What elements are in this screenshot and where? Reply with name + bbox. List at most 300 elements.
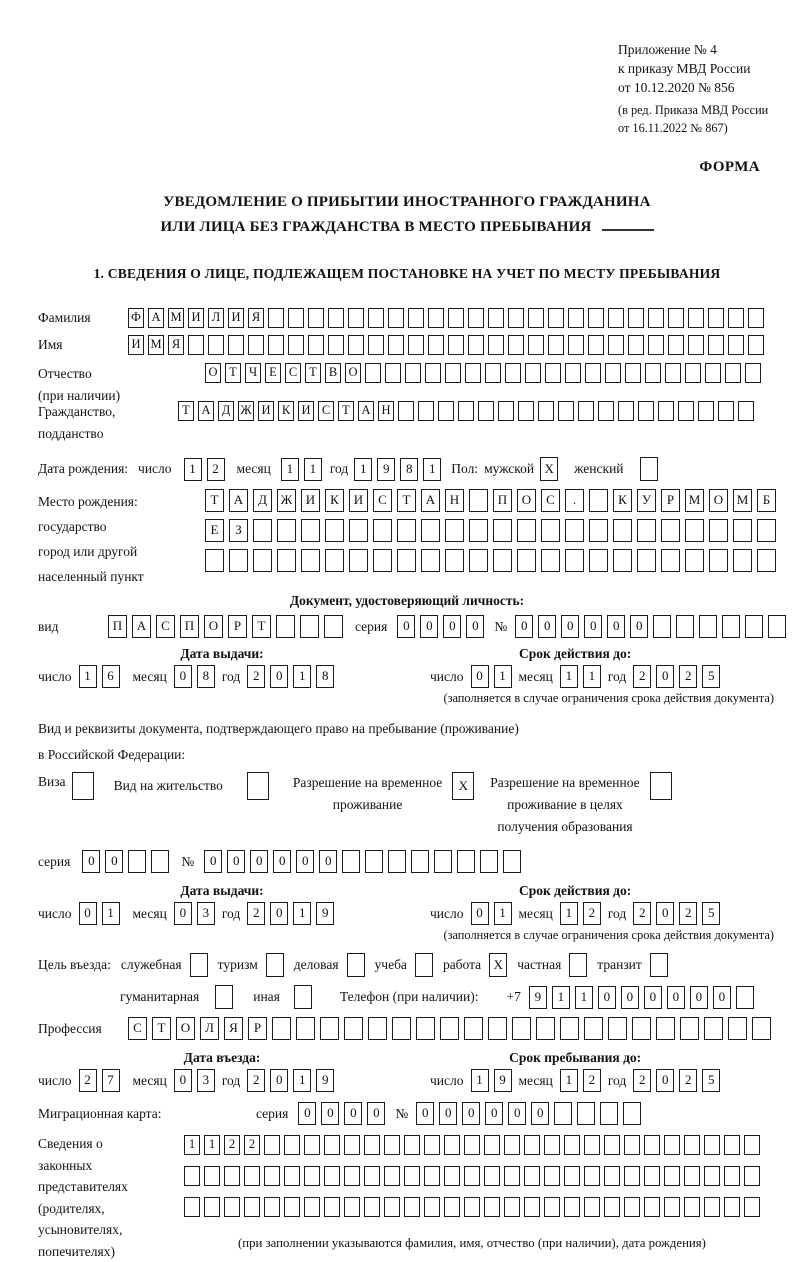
char-box[interactable] bbox=[424, 1166, 440, 1186]
char-box[interactable]: Т bbox=[225, 363, 241, 383]
char-box[interactable] bbox=[745, 363, 761, 383]
char-box[interactable] bbox=[342, 850, 360, 873]
char-box[interactable]: А bbox=[132, 615, 151, 638]
char-box[interactable]: 0 bbox=[598, 986, 616, 1009]
char-box[interactable]: 1 bbox=[471, 1069, 489, 1092]
char-box[interactable] bbox=[421, 549, 440, 572]
char-box[interactable]: П bbox=[108, 615, 127, 638]
char-box[interactable] bbox=[637, 519, 656, 542]
char-box[interactable] bbox=[604, 1197, 620, 1217]
char-box[interactable]: П bbox=[180, 615, 199, 638]
char-box[interactable]: Д bbox=[218, 401, 234, 421]
char-box[interactable] bbox=[344, 1166, 360, 1186]
char-box[interactable] bbox=[373, 549, 392, 572]
char-box[interactable]: 1 bbox=[494, 665, 512, 688]
char-box[interactable] bbox=[344, 1017, 363, 1040]
char-box[interactable] bbox=[416, 1017, 435, 1040]
char-box[interactable] bbox=[458, 401, 474, 421]
char-box[interactable]: 1 bbox=[293, 665, 311, 688]
char-box[interactable] bbox=[728, 335, 744, 355]
char-box[interactable]: М bbox=[168, 308, 184, 328]
char-box[interactable]: О bbox=[517, 489, 536, 512]
char-box[interactable]: Ж bbox=[277, 489, 296, 512]
char-box[interactable]: И bbox=[301, 489, 320, 512]
char-box[interactable] bbox=[518, 401, 534, 421]
char-box[interactable] bbox=[488, 1017, 507, 1040]
char-box[interactable]: С bbox=[541, 489, 560, 512]
char-box[interactable] bbox=[308, 335, 324, 355]
char-box[interactable] bbox=[584, 1017, 603, 1040]
char-box[interactable]: Т bbox=[397, 489, 416, 512]
char-box[interactable] bbox=[469, 549, 488, 572]
char-box[interactable] bbox=[208, 335, 224, 355]
char-box[interactable] bbox=[301, 519, 320, 542]
char-box[interactable] bbox=[388, 308, 404, 328]
char-box[interactable] bbox=[188, 335, 204, 355]
char-box[interactable]: . bbox=[565, 489, 584, 512]
char-box[interactable]: И bbox=[228, 308, 244, 328]
purpose-study-checkbox[interactable] bbox=[415, 953, 433, 977]
char-box[interactable]: 0 bbox=[298, 1102, 316, 1125]
char-box[interactable] bbox=[264, 1197, 280, 1217]
char-box[interactable] bbox=[428, 335, 444, 355]
char-box[interactable]: 0 bbox=[667, 986, 685, 1009]
char-box[interactable]: 0 bbox=[82, 850, 100, 873]
purpose-tourism-checkbox[interactable] bbox=[266, 953, 284, 977]
visa-checkbox[interactable] bbox=[72, 772, 94, 800]
char-box[interactable]: 1 bbox=[293, 1069, 311, 1092]
char-box[interactable] bbox=[512, 1017, 531, 1040]
char-box[interactable] bbox=[424, 1135, 440, 1155]
char-box[interactable] bbox=[404, 1135, 420, 1155]
char-box[interactable]: 9 bbox=[529, 986, 547, 1009]
char-box[interactable] bbox=[445, 519, 464, 542]
char-box[interactable]: 0 bbox=[296, 850, 314, 873]
char-box[interactable] bbox=[244, 1166, 260, 1186]
char-box[interactable] bbox=[589, 489, 608, 512]
char-box[interactable] bbox=[644, 1197, 660, 1217]
char-box[interactable]: 0 bbox=[630, 615, 648, 638]
char-box[interactable] bbox=[425, 363, 441, 383]
char-box[interactable] bbox=[493, 549, 512, 572]
char-box[interactable]: 1 bbox=[184, 458, 202, 481]
char-box[interactable] bbox=[504, 1197, 520, 1217]
char-box[interactable] bbox=[637, 549, 656, 572]
char-box[interactable] bbox=[704, 1017, 723, 1040]
char-box[interactable] bbox=[205, 549, 224, 572]
char-box[interactable] bbox=[645, 363, 661, 383]
char-box[interactable]: А bbox=[198, 401, 214, 421]
char-box[interactable]: 9 bbox=[494, 1069, 512, 1092]
char-box[interactable] bbox=[744, 1135, 760, 1155]
char-box[interactable] bbox=[768, 615, 786, 638]
char-box[interactable] bbox=[397, 549, 416, 572]
char-box[interactable] bbox=[440, 1017, 459, 1040]
char-box[interactable]: Т bbox=[252, 615, 271, 638]
char-box[interactable] bbox=[733, 519, 752, 542]
char-box[interactable] bbox=[613, 549, 632, 572]
char-box[interactable]: М bbox=[733, 489, 752, 512]
char-box[interactable] bbox=[565, 549, 584, 572]
char-box[interactable] bbox=[349, 549, 368, 572]
char-box[interactable]: 1 bbox=[79, 665, 97, 688]
char-box[interactable] bbox=[368, 1017, 387, 1040]
purpose-private-checkbox[interactable] bbox=[569, 953, 587, 977]
char-box[interactable] bbox=[504, 1135, 520, 1155]
char-box[interactable] bbox=[204, 1166, 220, 1186]
char-box[interactable] bbox=[308, 308, 324, 328]
char-box[interactable]: 1 bbox=[423, 458, 441, 481]
char-box[interactable] bbox=[744, 1166, 760, 1186]
char-box[interactable] bbox=[248, 335, 264, 355]
char-box[interactable] bbox=[568, 308, 584, 328]
char-box[interactable] bbox=[604, 1166, 620, 1186]
char-box[interactable] bbox=[684, 1135, 700, 1155]
char-box[interactable] bbox=[604, 1135, 620, 1155]
char-box[interactable] bbox=[444, 1197, 460, 1217]
char-box[interactable] bbox=[228, 335, 244, 355]
char-box[interactable]: А bbox=[229, 489, 248, 512]
char-box[interactable]: О bbox=[345, 363, 361, 383]
char-box[interactable]: К bbox=[278, 401, 294, 421]
char-box[interactable] bbox=[364, 1197, 380, 1217]
char-box[interactable] bbox=[253, 519, 272, 542]
char-box[interactable] bbox=[708, 308, 724, 328]
char-box[interactable] bbox=[365, 363, 381, 383]
char-box[interactable] bbox=[524, 1197, 540, 1217]
char-box[interactable] bbox=[558, 401, 574, 421]
char-box[interactable] bbox=[684, 1166, 700, 1186]
char-box[interactable]: 5 bbox=[702, 1069, 720, 1092]
char-box[interactable] bbox=[438, 401, 454, 421]
char-box[interactable]: 0 bbox=[367, 1102, 385, 1125]
char-box[interactable] bbox=[448, 335, 464, 355]
char-box[interactable]: Р bbox=[248, 1017, 267, 1040]
char-box[interactable] bbox=[584, 1197, 600, 1217]
char-box[interactable]: 6 bbox=[102, 665, 120, 688]
char-box[interactable] bbox=[498, 401, 514, 421]
char-box[interactable]: О bbox=[204, 615, 223, 638]
char-box[interactable]: 9 bbox=[377, 458, 395, 481]
char-box[interactable] bbox=[508, 308, 524, 328]
char-box[interactable]: Т bbox=[178, 401, 194, 421]
char-box[interactable]: 0 bbox=[538, 615, 556, 638]
char-box[interactable] bbox=[485, 363, 501, 383]
char-box[interactable] bbox=[744, 1197, 760, 1217]
char-box[interactable] bbox=[664, 1197, 680, 1217]
char-box[interactable] bbox=[264, 1166, 280, 1186]
char-box[interactable] bbox=[564, 1166, 580, 1186]
purpose-official-checkbox[interactable] bbox=[190, 953, 208, 977]
char-box[interactable] bbox=[624, 1197, 640, 1217]
char-box[interactable] bbox=[324, 615, 343, 638]
residence-permit-checkbox[interactable] bbox=[247, 772, 269, 800]
char-box[interactable] bbox=[445, 363, 461, 383]
char-box[interactable] bbox=[676, 615, 694, 638]
char-box[interactable] bbox=[348, 335, 364, 355]
char-box[interactable]: 2 bbox=[583, 902, 601, 925]
char-box[interactable] bbox=[224, 1197, 240, 1217]
char-box[interactable] bbox=[385, 363, 401, 383]
char-box[interactable] bbox=[368, 335, 384, 355]
char-box[interactable] bbox=[264, 1135, 280, 1155]
char-box[interactable]: Л bbox=[200, 1017, 219, 1040]
char-box[interactable]: Я bbox=[168, 335, 184, 355]
char-box[interactable]: С bbox=[285, 363, 301, 383]
char-box[interactable]: 0 bbox=[656, 665, 674, 688]
purpose-transit-checkbox[interactable] bbox=[650, 953, 668, 977]
female-checkbox[interactable] bbox=[640, 457, 658, 481]
char-box[interactable] bbox=[365, 850, 383, 873]
char-box[interactable] bbox=[608, 308, 624, 328]
char-box[interactable] bbox=[421, 519, 440, 542]
char-box[interactable] bbox=[725, 363, 741, 383]
char-box[interactable]: 0 bbox=[439, 1102, 457, 1125]
char-box[interactable] bbox=[151, 850, 169, 873]
char-box[interactable] bbox=[364, 1135, 380, 1155]
char-box[interactable] bbox=[328, 308, 344, 328]
char-box[interactable] bbox=[685, 519, 704, 542]
char-box[interactable] bbox=[668, 335, 684, 355]
char-box[interactable]: И bbox=[349, 489, 368, 512]
char-box[interactable] bbox=[304, 1166, 320, 1186]
purpose-humanitarian-checkbox[interactable] bbox=[215, 985, 233, 1009]
char-box[interactable]: 2 bbox=[633, 902, 651, 925]
char-box[interactable] bbox=[325, 549, 344, 572]
char-box[interactable] bbox=[524, 1135, 540, 1155]
char-box[interactable] bbox=[405, 363, 421, 383]
char-box[interactable] bbox=[568, 335, 584, 355]
char-box[interactable] bbox=[457, 850, 475, 873]
char-box[interactable]: 1 bbox=[494, 902, 512, 925]
char-box[interactable] bbox=[565, 519, 584, 542]
char-box[interactable] bbox=[728, 308, 744, 328]
char-box[interactable]: 2 bbox=[583, 1069, 601, 1092]
char-box[interactable] bbox=[584, 1166, 600, 1186]
char-box[interactable] bbox=[722, 615, 740, 638]
char-box[interactable] bbox=[705, 363, 721, 383]
char-box[interactable]: 1 bbox=[583, 665, 601, 688]
char-box[interactable] bbox=[524, 1166, 540, 1186]
char-box[interactable]: Ч bbox=[245, 363, 261, 383]
char-box[interactable] bbox=[724, 1166, 740, 1186]
char-box[interactable]: 2 bbox=[633, 665, 651, 688]
char-box[interactable] bbox=[564, 1135, 580, 1155]
char-box[interactable]: С bbox=[373, 489, 392, 512]
purpose-business-checkbox[interactable] bbox=[347, 953, 365, 977]
char-box[interactable]: 0 bbox=[204, 850, 222, 873]
char-box[interactable] bbox=[288, 335, 304, 355]
char-box[interactable]: И bbox=[298, 401, 314, 421]
char-box[interactable] bbox=[411, 850, 429, 873]
char-box[interactable] bbox=[324, 1166, 340, 1186]
char-box[interactable]: 0 bbox=[270, 1069, 288, 1092]
char-box[interactable] bbox=[408, 308, 424, 328]
char-box[interactable]: 0 bbox=[584, 615, 602, 638]
char-box[interactable]: 0 bbox=[656, 902, 674, 925]
char-box[interactable] bbox=[709, 549, 728, 572]
char-box[interactable]: 1 bbox=[184, 1135, 200, 1155]
char-box[interactable] bbox=[296, 1017, 315, 1040]
char-box[interactable]: 0 bbox=[515, 615, 533, 638]
char-box[interactable]: 0 bbox=[561, 615, 579, 638]
char-box[interactable]: 2 bbox=[247, 665, 265, 688]
char-box[interactable] bbox=[204, 1197, 220, 1217]
char-box[interactable] bbox=[665, 363, 681, 383]
char-box[interactable] bbox=[708, 335, 724, 355]
char-box[interactable] bbox=[668, 308, 684, 328]
char-box[interactable] bbox=[664, 1135, 680, 1155]
char-box[interactable] bbox=[541, 549, 560, 572]
char-box[interactable] bbox=[538, 401, 554, 421]
char-box[interactable] bbox=[468, 308, 484, 328]
char-box[interactable] bbox=[688, 308, 704, 328]
purpose-other-checkbox[interactable] bbox=[294, 985, 312, 1009]
char-box[interactable] bbox=[638, 401, 654, 421]
char-box[interactable] bbox=[229, 549, 248, 572]
char-box[interactable]: П bbox=[493, 489, 512, 512]
char-box[interactable] bbox=[469, 489, 488, 512]
char-box[interactable] bbox=[276, 615, 295, 638]
char-box[interactable] bbox=[608, 335, 624, 355]
char-box[interactable]: 0 bbox=[443, 615, 461, 638]
char-box[interactable]: 3 bbox=[197, 1069, 215, 1092]
char-box[interactable]: Д bbox=[253, 489, 272, 512]
char-box[interactable] bbox=[752, 1017, 771, 1040]
char-box[interactable] bbox=[349, 519, 368, 542]
char-box[interactable]: 1 bbox=[281, 458, 299, 481]
char-box[interactable] bbox=[484, 1166, 500, 1186]
char-box[interactable]: А bbox=[148, 308, 164, 328]
char-box[interactable] bbox=[398, 401, 414, 421]
char-box[interactable] bbox=[661, 519, 680, 542]
char-box[interactable]: 3 bbox=[197, 902, 215, 925]
char-box[interactable]: 0 bbox=[273, 850, 291, 873]
char-box[interactable] bbox=[565, 363, 581, 383]
char-box[interactable]: Т bbox=[205, 489, 224, 512]
edu-permit-checkbox[interactable] bbox=[650, 772, 672, 800]
char-box[interactable]: 2 bbox=[247, 1069, 265, 1092]
char-box[interactable]: А bbox=[421, 489, 440, 512]
char-box[interactable] bbox=[505, 363, 521, 383]
char-box[interactable] bbox=[584, 1135, 600, 1155]
char-box[interactable]: 5 bbox=[702, 665, 720, 688]
char-box[interactable] bbox=[348, 308, 364, 328]
char-box[interactable] bbox=[304, 1135, 320, 1155]
char-box[interactable] bbox=[488, 335, 504, 355]
char-box[interactable] bbox=[588, 308, 604, 328]
char-box[interactable]: 0 bbox=[319, 850, 337, 873]
char-box[interactable]: 8 bbox=[316, 665, 334, 688]
char-box[interactable] bbox=[268, 308, 284, 328]
char-box[interactable] bbox=[698, 401, 714, 421]
char-box[interactable] bbox=[324, 1135, 340, 1155]
char-box[interactable]: 0 bbox=[344, 1102, 362, 1125]
char-box[interactable]: 1 bbox=[102, 902, 120, 925]
char-box[interactable] bbox=[277, 519, 296, 542]
char-box[interactable] bbox=[404, 1197, 420, 1217]
char-box[interactable]: 1 bbox=[293, 902, 311, 925]
char-box[interactable] bbox=[613, 519, 632, 542]
char-box[interactable]: 0 bbox=[607, 615, 625, 638]
char-box[interactable]: 0 bbox=[462, 1102, 480, 1125]
char-box[interactable] bbox=[300, 615, 319, 638]
char-box[interactable]: Е bbox=[205, 519, 224, 542]
char-box[interactable] bbox=[733, 549, 752, 572]
char-box[interactable] bbox=[605, 363, 621, 383]
char-box[interactable] bbox=[748, 308, 764, 328]
char-box[interactable]: 0 bbox=[174, 665, 192, 688]
char-box[interactable] bbox=[548, 335, 564, 355]
char-box[interactable]: М bbox=[685, 489, 704, 512]
char-box[interactable]: Ж bbox=[238, 401, 254, 421]
char-box[interactable] bbox=[428, 308, 444, 328]
char-box[interactable] bbox=[644, 1166, 660, 1186]
char-box[interactable] bbox=[728, 1017, 747, 1040]
char-box[interactable] bbox=[757, 549, 776, 572]
char-box[interactable] bbox=[589, 549, 608, 572]
char-box[interactable]: 0 bbox=[508, 1102, 526, 1125]
char-box[interactable] bbox=[448, 308, 464, 328]
char-box[interactable] bbox=[544, 1197, 560, 1217]
char-box[interactable] bbox=[545, 363, 561, 383]
char-box[interactable] bbox=[745, 615, 763, 638]
char-box[interactable]: 0 bbox=[397, 615, 415, 638]
char-box[interactable]: 0 bbox=[471, 902, 489, 925]
char-box[interactable] bbox=[464, 1197, 480, 1217]
char-box[interactable] bbox=[724, 1135, 740, 1155]
char-box[interactable] bbox=[757, 519, 776, 542]
temp-permit-checkbox[interactable]: X bbox=[452, 772, 474, 800]
char-box[interactable] bbox=[408, 335, 424, 355]
char-box[interactable]: К bbox=[613, 489, 632, 512]
char-box[interactable] bbox=[644, 1135, 660, 1155]
char-box[interactable] bbox=[736, 986, 754, 1009]
char-box[interactable] bbox=[503, 850, 521, 873]
char-box[interactable] bbox=[608, 1017, 627, 1040]
char-box[interactable] bbox=[525, 363, 541, 383]
char-box[interactable]: 9 bbox=[316, 902, 334, 925]
char-box[interactable] bbox=[464, 1135, 480, 1155]
char-box[interactable] bbox=[325, 519, 344, 542]
char-box[interactable] bbox=[648, 308, 664, 328]
char-box[interactable]: Е bbox=[265, 363, 281, 383]
char-box[interactable] bbox=[304, 1197, 320, 1217]
char-box[interactable] bbox=[284, 1135, 300, 1155]
char-box[interactable]: И bbox=[258, 401, 274, 421]
char-box[interactable]: Н bbox=[378, 401, 394, 421]
char-box[interactable] bbox=[541, 519, 560, 542]
char-box[interactable] bbox=[528, 308, 544, 328]
char-box[interactable]: 1 bbox=[552, 986, 570, 1009]
char-box[interactable] bbox=[465, 363, 481, 383]
char-box[interactable]: 2 bbox=[224, 1135, 240, 1155]
char-box[interactable] bbox=[284, 1166, 300, 1186]
char-box[interactable]: В bbox=[325, 363, 341, 383]
char-box[interactable]: М bbox=[148, 335, 164, 355]
char-box[interactable] bbox=[424, 1197, 440, 1217]
char-box[interactable] bbox=[388, 850, 406, 873]
char-box[interactable]: Ф bbox=[128, 308, 144, 328]
char-box[interactable]: Т bbox=[338, 401, 354, 421]
char-box[interactable]: И bbox=[188, 308, 204, 328]
char-box[interactable] bbox=[344, 1197, 360, 1217]
char-box[interactable]: Я bbox=[248, 308, 264, 328]
char-box[interactable] bbox=[388, 335, 404, 355]
char-box[interactable]: У bbox=[637, 489, 656, 512]
char-box[interactable]: С bbox=[156, 615, 175, 638]
char-box[interactable]: Н bbox=[445, 489, 464, 512]
